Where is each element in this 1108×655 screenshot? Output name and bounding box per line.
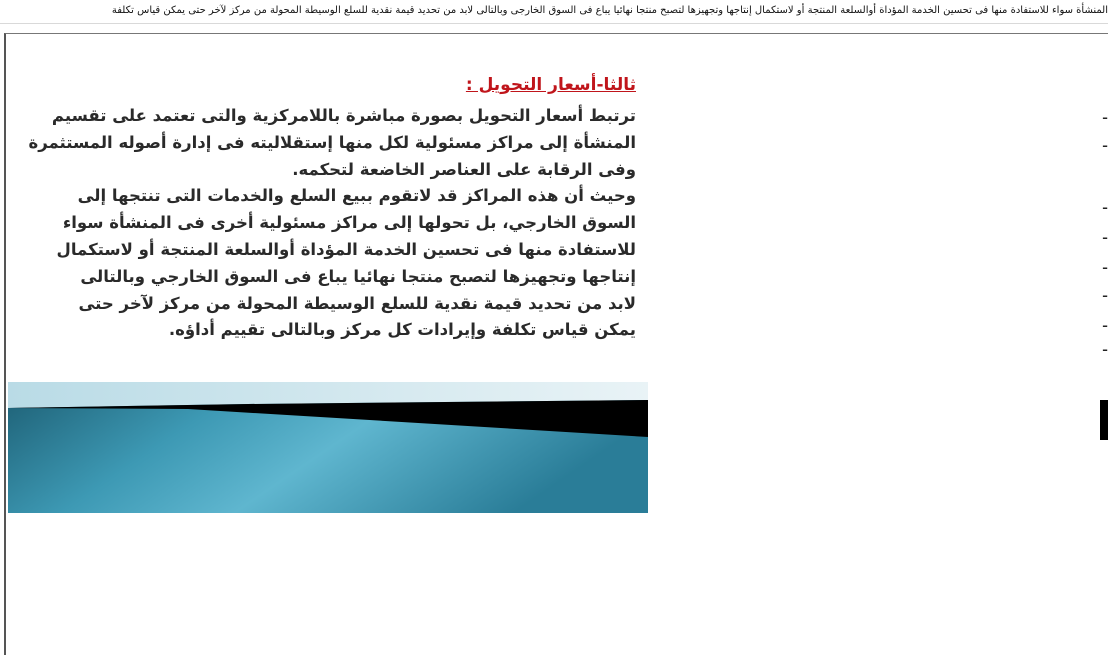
slide-body: [28, 103, 636, 344]
adjacent-slide-edge: ـ ـ ـ ـ ـ ـ ـ ـ: [1100, 90, 1108, 510]
body-line: إنتاجها وتجهيزها لتصبح منتجا نهائيا يباع فى السوق الخارجي وبالتالى: [80, 266, 636, 286]
body-line: ترتبط أسعار التحويل بصورة مباشرة باللامركزية والتى تعتمد على تقسيم: [51, 106, 636, 125]
body-line: يمكن قياس تكلفة وإيرادات كل مركز وبالتالى تقييم أداؤه.: [168, 320, 636, 340]
slide-title: ثالثا-أسعار التحويل :: [465, 75, 636, 95]
adjacent-banner-edge: [1100, 400, 1108, 440]
ticker-text: المنشأة سواء للاستفادة منها فى تحسين الخدمة المؤداة أوالسلعة المنتجة أو لاستكمال إنتاجها وتجهيزها لتصبح منتجا نهائيا يباع فى السوق الخارجى وبالتالى لابد من تحديد قيمة نقدية للسلع الوسيطة المحولة من مركز لآخر حتى يمكن قياس تكلفة: [111, 5, 1108, 16]
body-line: لابد من تحديد قيمة نقدية للسلع الوسيطة المحولة من مركز لآخر حتى: [78, 293, 636, 313]
decorative-banner: [8, 382, 648, 513]
top-ticker-bar: [0, 0, 1108, 24]
slide[interactable]: [8, 38, 648, 513]
body-line: للاستفادة منها فى تحسين الخدمة المؤداة أوالسلعة المنتجة أو لاستكمال: [56, 239, 636, 259]
body-line: وفى الرقابة على العناصر الخاضعة لتحكمه.: [292, 159, 636, 179]
body-line: وحيث أن هذه المراكز قد لاتقوم ببيع السلع والخدمات التى تنتجها إلى: [77, 186, 636, 206]
body-line: السوق الخارجي، بل تحولها إلى مراكز مسئولية أخرى فى المنشأة سواء: [62, 213, 636, 233]
body-line: المنشأة إلى مراكز مسئولية لكل منها إستقلاليته فى إدارة أصوله المستثمرة: [28, 132, 636, 152]
